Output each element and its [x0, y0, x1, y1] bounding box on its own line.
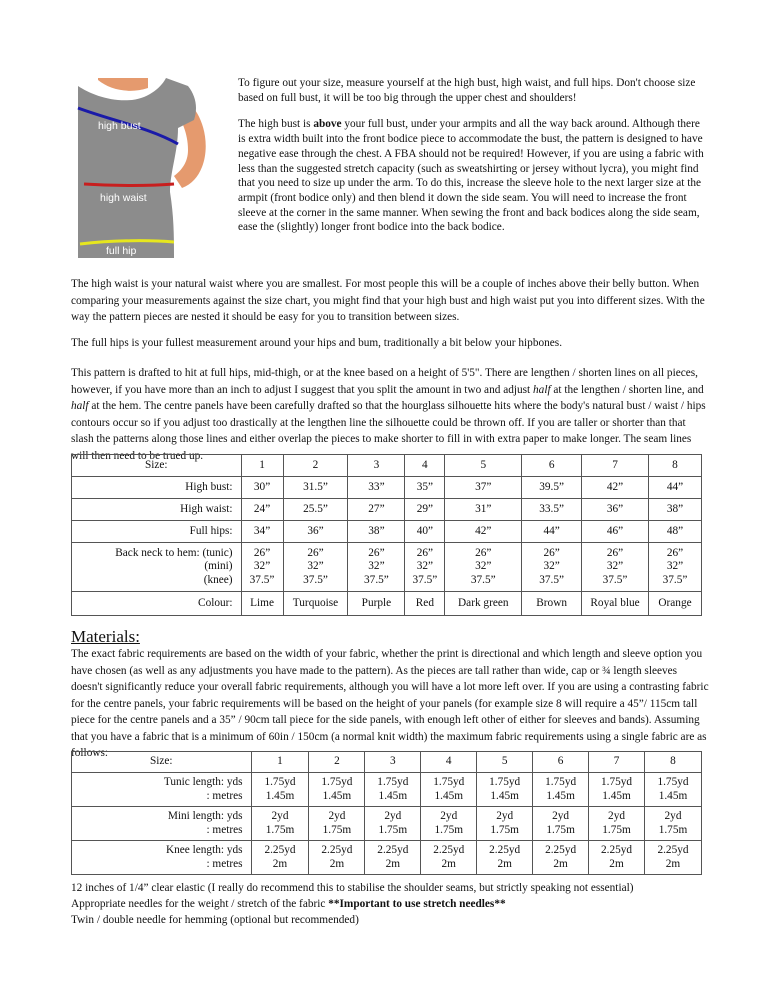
back-neck-length: 37.5” — [303, 573, 328, 586]
fabric-yards: 2.25yd — [489, 844, 521, 856]
fabric-metres: 1.45m — [490, 789, 519, 802]
full-hip-label: full hip — [106, 245, 137, 257]
measurement-value: 27” — [348, 499, 405, 521]
fabric-requirement — [644, 841, 701, 875]
fabric-requirement — [365, 807, 421, 841]
drafting-paragraph — [71, 365, 711, 465]
intro-p2-start: The high bust is — [238, 118, 314, 131]
drafting-part-3: at the hem. The centre panels have been carefully drafted so that the hourglass silhouette hits where the body's natural bust / waist / hips contours occur so if you adjust too drastically at the lengthen line the silhouette could be thrown off. If you are taller or shorter than that slash the patterns along those lines and either overlap the pieces to make shorter to fill in with extra paper to make longer. The seam lines will then need to be trued up. — [71, 400, 706, 462]
back-neck-length: 26” — [475, 546, 492, 559]
fabric-yards: 1.75yd — [264, 776, 296, 788]
back-neck-length: 32” — [253, 560, 271, 573]
colour-row — [72, 592, 702, 616]
fabric-metres: 2m — [553, 857, 568, 870]
back-neck-value — [348, 543, 405, 592]
drafting-half-2: half — [71, 400, 89, 413]
back-neck-length: 26” — [666, 546, 684, 559]
fabric-requirement — [589, 807, 645, 841]
fabric-metres: 1.45m — [658, 789, 688, 802]
fabric-metres: 1.75m — [378, 823, 408, 836]
fabric-metres: 1.75m — [434, 823, 464, 836]
measurement-label: High waist: — [72, 499, 242, 521]
measurement-value: 39.5” — [522, 477, 582, 499]
measurement-value: 34” — [241, 521, 283, 543]
measurement-value: 29” — [405, 499, 445, 521]
materials-size-number: 5 — [477, 752, 533, 773]
fabric-yards: 1.75yd — [433, 776, 465, 788]
high-waist-text: The high waist is your natural waist where you are smallest. For most people this will be a couple of inches above their belly button. When comparing your measurements against the size chart, you might find that your high bust and high waist put you into different sizes. With the way the pattern pieces are nested it should be easy for you to transition between sizes. — [71, 278, 705, 324]
back-neck-value — [522, 543, 582, 592]
fabric-requirement — [477, 841, 533, 875]
fabric-metres: 2m — [497, 857, 512, 870]
fabric-metres: 2m — [385, 857, 401, 870]
fabric-requirement — [251, 807, 309, 841]
fabric-yards: 1.75yd — [545, 776, 577, 788]
fabric-yards: 1.75yd — [657, 776, 689, 788]
fabric-length-label — [72, 773, 252, 807]
measurement-value: 31” — [445, 499, 522, 521]
needles-note-text: Appropriate needles for the weight / stretch of the fabric — [71, 898, 329, 910]
drafting-part-2: at the lengthen / shorten line, and — [550, 383, 704, 396]
back-neck-length: 37.5” — [412, 573, 438, 586]
fabric-yards: 2.25yd — [657, 844, 689, 856]
fabric-requirement — [533, 807, 589, 841]
back-neck-length: 32” — [543, 560, 560, 573]
drafting-part-1: This pattern is drafted to hit at full hips, mid-thigh, or at the knee based on a height of 5'5". There are lengthen / shorten lines on all pieces, however, if you have more than an inch to adjust I suggest that you split the amount in two and adjust — [71, 367, 698, 396]
size-number: 6 — [522, 455, 582, 477]
fabric-requirement — [365, 773, 421, 807]
fabric-requirement — [421, 807, 477, 841]
fabric-metres: 1.45m — [602, 789, 631, 802]
back-neck-row — [72, 543, 702, 592]
measurement-value: 25.5” — [283, 499, 348, 521]
colour-value: Orange — [648, 592, 701, 616]
colour-value: Lime — [241, 592, 283, 616]
fabric-metres: 2m — [329, 857, 345, 870]
fabric-yards: 1.75yd — [321, 776, 353, 788]
materials-heading: Materials: — [71, 627, 140, 646]
back-neck-label-line: (mini) — [204, 560, 233, 573]
fabric-metres: 1.75m — [490, 823, 519, 836]
size-number: 5 — [445, 455, 522, 477]
back-neck-value — [648, 543, 701, 592]
back-neck-length: 37.5” — [602, 573, 628, 586]
fabric-requirement — [477, 807, 533, 841]
full-hips-text: The full hips is your fullest measurement around your hips and bum, traditionally a bit below your hipbones. — [71, 337, 563, 349]
back-neck-length: 32” — [666, 560, 684, 573]
materials-size-number: 1 — [251, 752, 309, 773]
measurement-value: 42” — [582, 477, 649, 499]
high-bust-label: high bust — [98, 120, 141, 132]
fabric-requirement — [589, 773, 645, 807]
fabric-length-row — [72, 773, 702, 807]
back-neck-length: 37.5” — [364, 573, 389, 586]
fabric-metres: 1.45m — [265, 789, 295, 802]
fabric-length-label — [72, 841, 252, 875]
drafting-half-1: half — [533, 383, 551, 396]
body-measurement-illustration — [70, 72, 230, 262]
fabric-metres: 1.45m — [378, 789, 408, 802]
size-number: 7 — [582, 455, 649, 477]
fabric-yards: 2yd — [664, 810, 682, 822]
back-neck-length: 37.5” — [539, 573, 565, 586]
back-neck-length: 26” — [368, 546, 385, 559]
measurement-row — [72, 521, 702, 543]
high-waist-paragraph — [71, 276, 711, 326]
measurement-label: High bust: — [72, 477, 242, 499]
intro-text — [238, 76, 708, 247]
measurement-value: 48” — [648, 521, 701, 543]
fabric-requirement — [477, 773, 533, 807]
high-waist-line — [84, 184, 174, 186]
fabric-yards: 2yd — [496, 810, 514, 822]
fabric-requirement — [365, 841, 421, 875]
fabric-yards: 1.75yd — [377, 776, 409, 788]
back-neck-length: 26” — [307, 546, 324, 559]
measurement-value: 33.5” — [522, 499, 582, 521]
back-neck-label — [72, 543, 242, 592]
back-neck-length: 37.5” — [662, 573, 688, 586]
fabric-metres: 1.45m — [322, 789, 352, 802]
drafting-text — [71, 365, 711, 465]
fabric-yards: 2.25yd — [433, 844, 465, 856]
fabric-requirement — [589, 841, 645, 875]
measurement-value: 24” — [241, 499, 283, 521]
fabric-yards: 2yd — [328, 810, 346, 822]
measurement-value: 46” — [582, 521, 649, 543]
measurement-value: 42” — [445, 521, 522, 543]
fabric-requirement — [309, 807, 365, 841]
fabric-yards: 2.25yd — [321, 844, 353, 856]
back-neck-value — [283, 543, 348, 592]
fabric-length-label-metres: : metres — [206, 789, 243, 802]
fabric-yards: 2yd — [608, 810, 625, 822]
measurement-figure — [70, 72, 230, 262]
fabric-requirement — [421, 841, 477, 875]
fabric-yards: 2.25yd — [264, 844, 296, 856]
materials-size-number: 6 — [533, 752, 589, 773]
size-number: 8 — [648, 455, 701, 477]
back-neck-length: 37.5” — [470, 573, 496, 586]
fabric-yards: 2yd — [384, 810, 402, 822]
back-neck-value — [582, 543, 649, 592]
fabric-yards: 2.25yd — [600, 844, 633, 856]
colour-value: Purple — [348, 592, 405, 616]
fabric-requirement — [421, 773, 477, 807]
fabric-length-label-metres: : metres — [206, 823, 243, 836]
measurement-value: 44” — [648, 477, 701, 499]
fabric-metres: 1.75m — [546, 823, 575, 836]
materials-header-label: Size: — [72, 752, 252, 773]
fabric-requirement — [533, 773, 589, 807]
fabric-requirement — [251, 773, 309, 807]
size-number: 1 — [241, 455, 283, 477]
fabric-requirement — [644, 807, 701, 841]
measurement-value: 36” — [582, 499, 649, 521]
fabric-yards: 2.25yd — [377, 844, 409, 856]
size-number: 3 — [348, 455, 405, 477]
fabric-length-label-yds: Knee length: yds — [165, 844, 243, 856]
back-neck-label-line: (knee) — [203, 573, 233, 586]
measurement-value: 36” — [283, 521, 348, 543]
fabric-length-label — [72, 807, 252, 841]
twin-needle-note: Twin / double needle for hemming (optional but recommended) — [71, 914, 359, 926]
fabric-yards: 1.75yd — [600, 776, 633, 788]
back-neck-length: 26” — [253, 546, 271, 559]
fabric-metres: 2m — [609, 857, 624, 870]
measurement-row — [72, 499, 702, 521]
fabric-yards: 2.25yd — [545, 844, 577, 856]
fabric-length-label-metres: : metres — [206, 857, 243, 870]
colour-label: Colour: — [72, 592, 242, 616]
colour-value: Dark green — [445, 592, 522, 616]
back-neck-length: 26” — [543, 546, 560, 559]
materials-size-number: 4 — [421, 752, 477, 773]
colour-value: Turquoise — [283, 592, 348, 616]
fabric-requirement — [309, 841, 365, 875]
back-neck-length: 37.5” — [249, 573, 275, 586]
fabric-requirement — [251, 841, 309, 875]
colour-value: Brown — [522, 592, 582, 616]
measurement-value: 44” — [522, 521, 582, 543]
fabric-metres: 1.75m — [322, 823, 352, 836]
fabric-requirement — [533, 841, 589, 875]
measurement-row — [72, 477, 702, 499]
fabric-yards: 2yd — [271, 810, 289, 822]
size-header-label: Size: — [72, 455, 242, 477]
materials-size-number: 8 — [644, 752, 701, 773]
back-neck-length: 32” — [606, 560, 624, 573]
fabric-metres: 2m — [441, 857, 456, 870]
materials-size-number: 3 — [365, 752, 421, 773]
full-hips-paragraph — [71, 335, 711, 352]
fabric-metres: 1.45m — [434, 789, 464, 802]
intro-p2-end: your full bust, under your armpits and all the way back around. Although there is extra width built into the front bodice piece to accommodate the bust, the pattern is designed to have negative ease through the chest. A FBA should not be required! However, if you are using a fabric with less than the suggested stretch capacity (such as sweatshirting or jersey without lycra), you might find that you need to size up under the arm. To do this, increase the sleeve hole to the next larger size at the armpit (front bodice only) and then blend it down the side seam. You will need to increase the front sleeve at the corner in the same manner. When sewing the front and back bodices along the side seam, ease the (slightly) longer front bodice into the back bodice. — [238, 118, 704, 234]
back-neck-value — [405, 543, 445, 592]
materials-header-row — [72, 752, 702, 773]
measurement-value: 33” — [348, 477, 405, 499]
measurement-label: Full hips: — [72, 521, 242, 543]
back-neck-value — [241, 543, 283, 592]
fabric-metres: 1.75m — [602, 823, 631, 836]
fabric-yards: 2yd — [440, 810, 458, 822]
back-neck-label-line: Back neck to hem: (tunic) — [115, 546, 233, 559]
back-neck-length: 32” — [307, 560, 324, 573]
fabric-metres: 1.75m — [265, 823, 295, 836]
fabric-metres: 2m — [272, 857, 288, 870]
fabric-length-label-yds: Mini length: yds — [167, 810, 243, 822]
materials-text: The exact fabric requirements are based on the width of your fabric, whether the print is directional and which length and sleeve option you have chosen (as well as any adjustments you have made to the pattern). As the pieces are tall rather than wide, cap or ¾ length sleeves doesn't significantly reduce your overall fabric requirements, although you will have a lot more left over. If you are using a contrasting fabric for the centre panels, your fabric requirements will be based on the height of your panels (for example size 8 will require a 45”/ 115cm tall piece for the centre panels and a 35” / 90cm tall piece for the side panels, with enough left other of either for sleeves and bands). Assuming that you have a fabric that is a minimum of 60in / 150cm (a normal knit width) the maximum fabric requirements using a single fabric are as follows: — [71, 648, 709, 759]
fabric-requirement — [644, 773, 701, 807]
intro-paragraph-1: To figure out your size, measure yourself at the high bust, high waist, and full hips. Don't choose size based on full bust, it will be too big through the upper chest and shoulders! — [238, 77, 696, 104]
colour-value: Royal blue — [582, 592, 649, 616]
materials-size-number: 7 — [589, 752, 645, 773]
fabric-metres: 1.45m — [546, 789, 575, 802]
intro-p2-bold: above — [313, 118, 342, 131]
fabric-metres: 2m — [665, 857, 681, 870]
fabric-yards: 1.75yd — [489, 776, 521, 788]
needles-note-bold: **Important to use stretch needles** — [328, 898, 506, 910]
elastic-note: 12 inches of 1/4” clear elastic (I really do recommend this to stabilise the shoulder seams, but strictly speaking not essential) — [71, 882, 634, 894]
back-neck-length: 32” — [368, 560, 385, 573]
size-number: 2 — [283, 455, 348, 477]
fabric-metres: 1.75m — [658, 823, 688, 836]
fabric-length-label-yds: Tunic length: yds — [163, 776, 243, 788]
back-neck-length: 32” — [416, 560, 434, 573]
back-neck-length: 26” — [606, 546, 624, 559]
intro-paragraph-2 — [238, 117, 708, 235]
measurement-value: 38” — [648, 499, 701, 521]
back-neck-value — [445, 543, 522, 592]
colour-value: Red — [405, 592, 445, 616]
measurement-value: 35” — [405, 477, 445, 499]
size-chart-table — [71, 454, 702, 616]
fabric-length-row — [72, 841, 702, 875]
back-neck-length: 32” — [475, 560, 492, 573]
measurement-value: 40” — [405, 521, 445, 543]
measurement-value: 37” — [445, 477, 522, 499]
fabric-requirements-table — [71, 751, 702, 875]
needles-note — [71, 896, 731, 912]
high-waist-label: high waist — [100, 192, 147, 204]
measurement-value: 31.5” — [283, 477, 348, 499]
fabric-yards: 2yd — [552, 810, 570, 822]
size-header-row — [72, 455, 702, 477]
materials-size-number: 2 — [309, 752, 365, 773]
back-neck-length: 26” — [416, 546, 434, 559]
fabric-length-row — [72, 807, 702, 841]
size-number: 4 — [405, 455, 445, 477]
measurement-value: 30” — [241, 477, 283, 499]
materials-notes — [71, 880, 731, 928]
fabric-requirement — [309, 773, 365, 807]
measurement-value: 38” — [348, 521, 405, 543]
